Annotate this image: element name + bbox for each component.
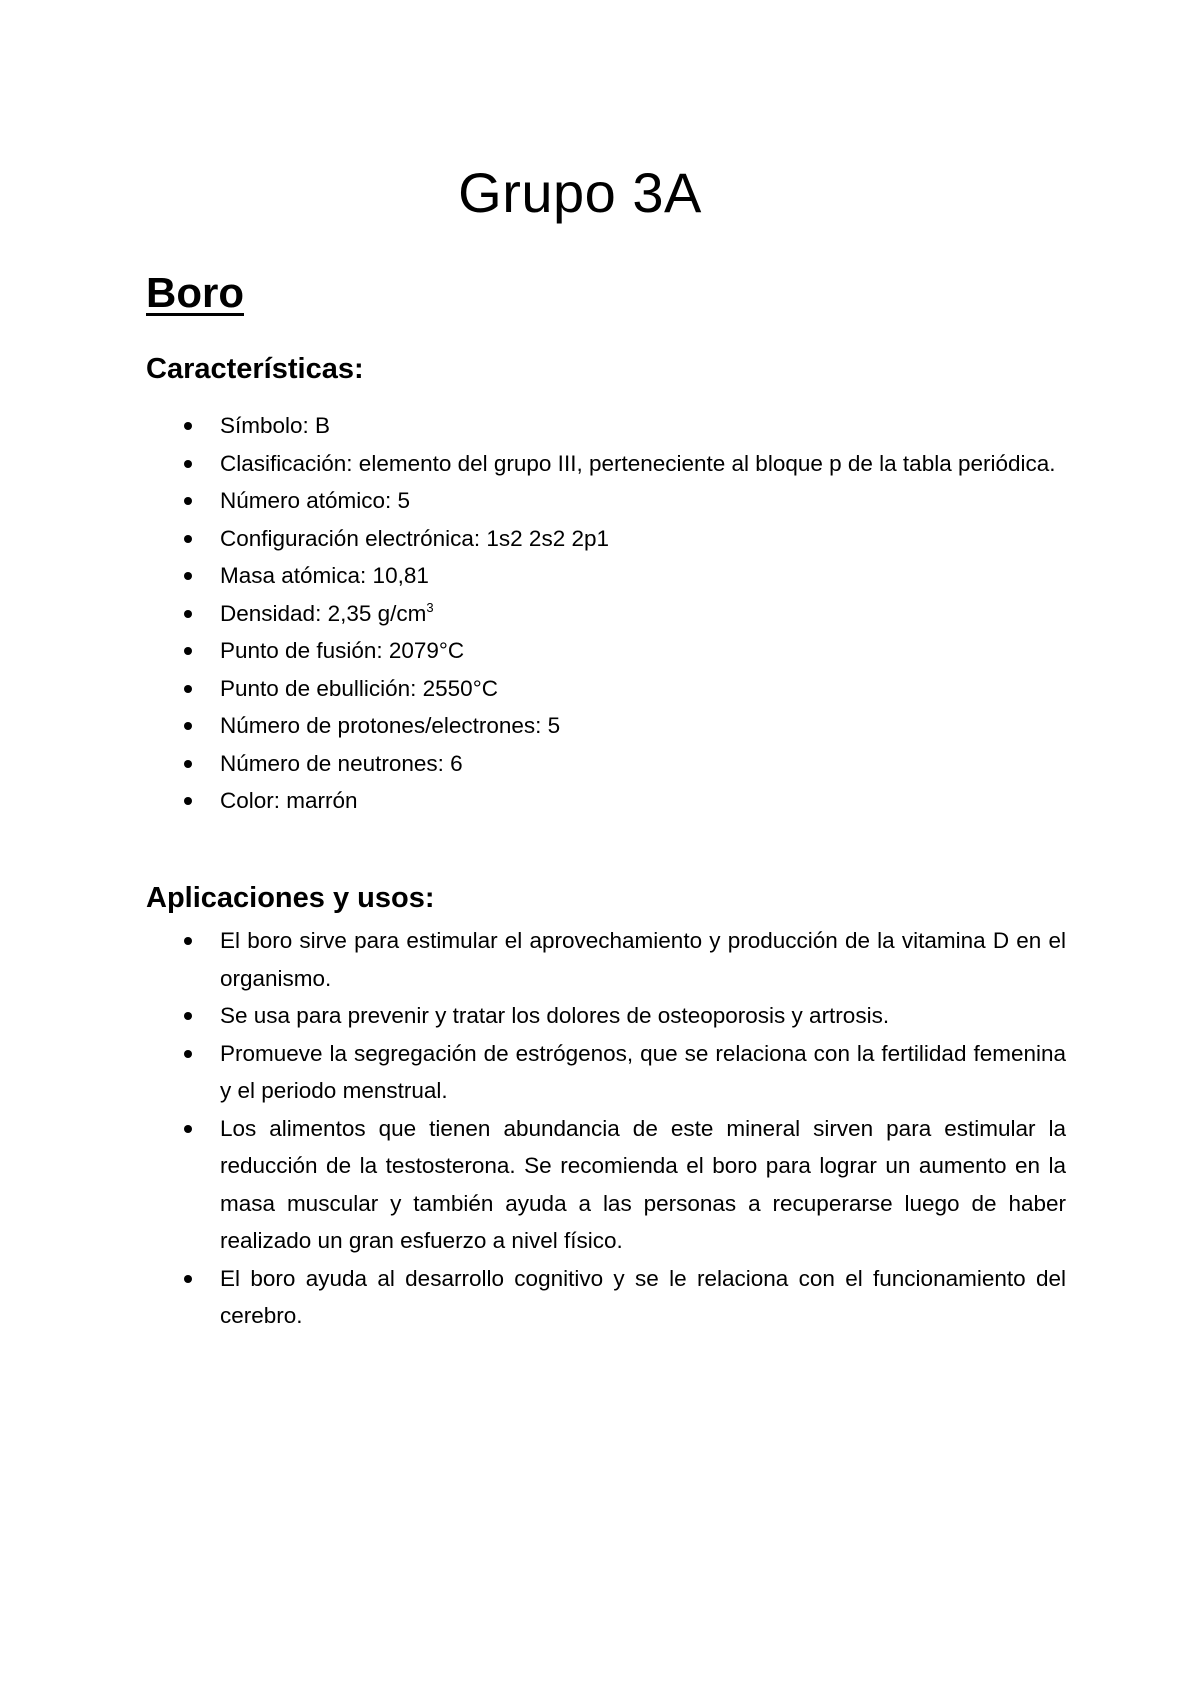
list-item bbox=[146, 1035, 1066, 1110]
list-item bbox=[146, 445, 1066, 483]
characteristics-list bbox=[146, 407, 1066, 820]
bullet-icon bbox=[184, 572, 192, 580]
list-item-text: Los alimentos que tienen abundancia de este mineral sirven para estimular la reducción de la testosterona. Se recomienda el boro para lograr un aumento en la masa muscular y también ayuda a las personas a recuperarse luego de haber realizado un gran esfuerzo a nivel físico. bbox=[220, 1115, 1066, 1253]
list-item-text: Promueve la segregación de estrógenos, que se relaciona con la fertilidad femenina y el periodo menstrual. bbox=[220, 1040, 1066, 1103]
list-item bbox=[146, 482, 1066, 520]
list-item bbox=[146, 670, 1066, 708]
bullet-icon bbox=[184, 460, 192, 468]
bullet-icon bbox=[184, 610, 192, 618]
bullet-icon bbox=[184, 722, 192, 730]
bullet-icon bbox=[184, 937, 192, 945]
list-item bbox=[146, 745, 1066, 783]
density-text: Densidad: 2,35 g/cm bbox=[220, 600, 427, 626]
density-exponent: 3 bbox=[426, 599, 434, 615]
list-item-text: Número de protones/electrones: 5 bbox=[220, 713, 561, 738]
list-item bbox=[146, 407, 1066, 445]
list-item bbox=[146, 632, 1066, 670]
list-item-density bbox=[146, 595, 1066, 633]
bullet-icon bbox=[184, 1050, 192, 1058]
list-item-text: Símbolo: B bbox=[220, 413, 331, 438]
document-title: Grupo 3A bbox=[458, 161, 702, 224]
list-item bbox=[146, 520, 1066, 558]
list-item-text: Se usa para prevenir y tratar los dolores de osteoporosis y artrosis. bbox=[220, 1003, 890, 1028]
bullet-icon bbox=[184, 797, 192, 805]
list-item bbox=[146, 1110, 1066, 1260]
list-item-text: Número de neutrones: 6 bbox=[220, 750, 463, 776]
list-item-text: Número atómico: 5 bbox=[220, 488, 411, 513]
bullet-icon bbox=[184, 1012, 192, 1020]
list-item bbox=[146, 782, 1066, 820]
applications-heading: Aplicaciones y usos: bbox=[146, 882, 435, 914]
list-item-text: Color: marrón bbox=[220, 788, 358, 813]
bullet-icon bbox=[184, 422, 192, 430]
list-item-text: Punto de ebullición: 2550°C bbox=[220, 675, 498, 701]
list-item-text: Configuración electrónica: 1s2 2s2 2p1 bbox=[220, 525, 609, 551]
bullet-icon bbox=[184, 497, 192, 505]
list-item bbox=[146, 1260, 1066, 1335]
list-item-text: El boro sirve para estimular el aprovechamiento y producción de la vitamina D en el organismo. bbox=[220, 928, 1066, 991]
characteristics-heading: Características: bbox=[146, 353, 364, 385]
list-item bbox=[146, 922, 1066, 997]
list-item-text: El boro ayuda al desarrollo cognitivo y se le relaciona con el funcionamiento del cerebro. bbox=[220, 1265, 1066, 1328]
bullet-icon bbox=[184, 1275, 192, 1283]
list-item bbox=[146, 707, 1066, 745]
list-item bbox=[146, 997, 1066, 1035]
element-name-heading: Boro bbox=[146, 269, 244, 316]
bullet-icon bbox=[184, 760, 192, 768]
bullet-icon bbox=[184, 1125, 192, 1133]
bullet-icon bbox=[184, 647, 192, 655]
list-item-text: Clasificación: elemento del grupo III, perteneciente al bloque p de la tabla periódica. bbox=[220, 450, 1056, 476]
list-item-text: Masa atómica: 10,81 bbox=[220, 563, 429, 588]
bullet-icon bbox=[184, 685, 192, 693]
list-item bbox=[146, 557, 1066, 595]
bullet-icon bbox=[184, 535, 192, 543]
applications-list bbox=[146, 922, 1066, 1335]
list-item-text: Punto de fusión: 2079°C bbox=[220, 638, 465, 663]
